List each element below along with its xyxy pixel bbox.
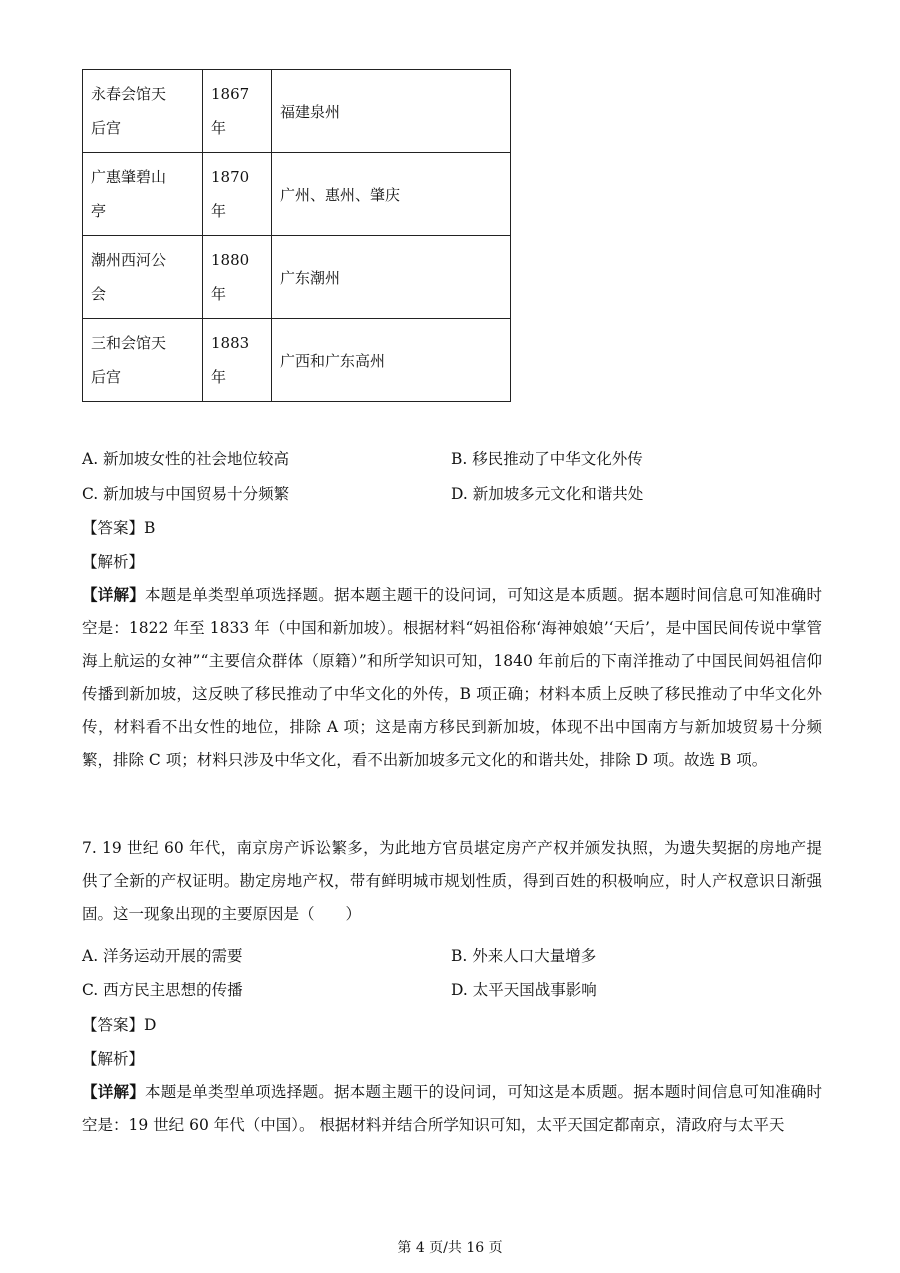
q6-answer: 【答案】B: [82, 519, 156, 537]
q6-options-row-2: [82, 482, 822, 506]
q6-detail-tag: 【详解】: [82, 585, 145, 604]
q7-options-row-1: [82, 944, 822, 968]
table-cell-year: 1880 年: [203, 236, 272, 319]
q6-option-d: D. 新加坡多元文化和谐共处: [451, 485, 644, 503]
q6-option-b: B. 移民推动了中华文化外传: [451, 450, 643, 468]
q7-stem: 7. 19 世纪 60 年代，南京房产诉讼繁多，为此地方官员堪定房产产权并颁发执照，为遗失契据的房地产提供了全新的产权证明。勘定房地产权，带有鲜明城市规划性质，得到百姓的积极响应，时人产权意识日渐强固。这一现象出现的主要原因是（ ）: [82, 839, 822, 923]
table-cell-name: 永春会馆天 后宫: [83, 70, 203, 153]
table-cell-year: 1870 年: [203, 153, 272, 236]
table-cell-name: 潮州西河公 会: [83, 236, 203, 319]
q7-detail-text: 本题是单类型单项选择题。据本题主题干的设问词，可知这是本质题。据本题时间信息可知准确时空是：19 世纪 60 年代（中国）。 根据材料并结合所学知识可知，太平天国定都南京，清政府与太平天: [82, 1083, 822, 1134]
q7-option-b: B. 外来人口大量增多: [451, 947, 597, 965]
table-cell-year: 1867 年: [203, 70, 272, 153]
q7-detail: [82, 1075, 822, 1142]
table-row: [83, 319, 511, 402]
table-cell-origin: 福建泉州: [272, 70, 511, 153]
q6-option-c: C. 新加坡与中国贸易十分频繁: [82, 485, 290, 503]
q7-option-d: D. 太平天国战事影响: [451, 981, 597, 999]
q6-detail: [82, 578, 822, 777]
page-footer: 第 4 页/共 16 页: [397, 1240, 503, 1256]
q6-option-a: A. 新加坡女性的社会地位较高: [82, 450, 290, 468]
q7-option-a: A. 洋务运动开展的需要: [82, 947, 243, 965]
origin-table: [82, 69, 511, 402]
q6-options-row-1: [82, 447, 822, 471]
q6-detail-text: 本题是单类型单项选择题。据本题主题干的设问词，可知这是本质题。据本题时间信息可知准确时空是：1822 年至 1833 年（中国和新加坡）。根据材料“妈祖俗称‘海神娘娘’‘天后’，是中国民间传说中掌管海上航运的女神”“主要信众群体（原籍）”和所学知识可知，1840 年前后的下南洋推动了中国民间妈祖信仰传播到新加坡，这反映了移民推动了中华文化的外传，B 项正确；材料本质上反映了移民推动了中华文化外传，材料看不出女性的地位，排除 A 项；这是南方移民到新加坡，体现不出中国南方与新加坡贸易十分频繁，排除 C 项；材料只涉及中华文化，看不出新加坡多元文化的和谐共处，排除 D 项。故选 B 项。: [82, 586, 822, 769]
q6-analysis-label: 【解析】: [82, 553, 145, 571]
table-cell-origin: 广东潮州: [272, 236, 511, 319]
table-cell-year: 1883 年: [203, 319, 272, 402]
table-cell-name: 广惠肇碧山 亭: [83, 153, 203, 236]
q7-option-c: C. 西方民主思想的传播: [82, 981, 243, 999]
q7-answer: 【答案】D: [82, 1016, 157, 1034]
q7-options-row-2: [82, 978, 822, 1002]
table-cell-origin: 广州、惠州、肇庆: [272, 153, 511, 236]
table-row: [83, 236, 511, 319]
table-row: [83, 70, 511, 153]
table-cell-name: 三和会馆天 后宫: [83, 319, 203, 402]
table-cell-origin: 广西和广东高州: [272, 319, 511, 402]
q7-analysis-label: 【解析】: [82, 1050, 145, 1068]
q7-detail-tag: 【详解】: [82, 1082, 145, 1101]
table-row: [83, 153, 511, 236]
